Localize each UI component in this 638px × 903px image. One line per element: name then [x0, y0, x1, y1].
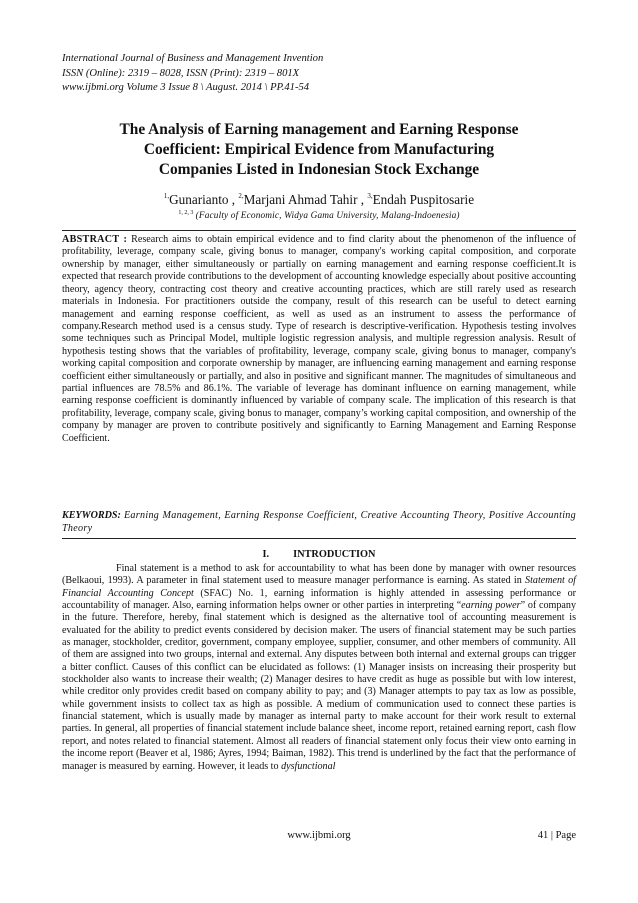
- abstract: [62, 234, 576, 445]
- footer-url[interactable]: www.ijbmi.org: [287, 830, 351, 841]
- intro-italic-earning-power: earning power: [461, 600, 521, 612]
- section-heading-introduction: [62, 549, 576, 561]
- author-2-marker: 2,: [238, 192, 244, 200]
- paper-title: [62, 120, 576, 180]
- intro-italic-dysfunctional: dysfunctional: [281, 760, 336, 772]
- keywords: [62, 510, 576, 535]
- author-3-marker: 3,: [367, 192, 373, 200]
- author-3: Endah Puspitosarie: [372, 192, 475, 207]
- affiliation-text: (Faculty of Economic, Widya Gama University, Malang-Indoenesia): [195, 211, 460, 221]
- abstract-label: ABSTRACT :: [62, 234, 128, 245]
- footer-page-number: 41 | Page: [537, 830, 576, 841]
- author-list: [62, 188, 576, 208]
- journal-volume: www.ijbmi.org Volume 3 Issue 8 \ August. 2014 \ PP.41-54: [62, 82, 310, 94]
- affiliation: [62, 207, 576, 222]
- author-2: Marjani Ahmad Tahir ,: [243, 192, 365, 207]
- keywords-label: KEYWORDS:: [62, 510, 121, 521]
- journal-issn: ISSN (Online): 2319 – 8028, ISSN (Print): 2319 – 801X: [62, 67, 300, 79]
- journal-name: International Journal of Business and Management Invention: [62, 53, 324, 64]
- abstract-top-rule: [62, 230, 576, 231]
- paper-title-line-2: Coefficient: Empirical Evidence from Manufacturing: [143, 141, 495, 158]
- intro-text-1: Final statement is a method to ask for accountability to what has been done by manager with owner resources (Belkaoui, 1993). A parameter in final statement used to measure manager performance is earning. As stated in: [62, 563, 576, 587]
- affiliation-marker: 1, 2, 3: [178, 210, 194, 216]
- section-number: I.: [262, 549, 270, 560]
- introduction-body: [62, 563, 576, 773]
- section-title: INTRODUCTION: [293, 549, 376, 560]
- intro-text-3: ” of company in the future. Therefore, hereby, final statement which is designed as the alternative tool of accounting measurement is evaluated for the ability to predict events considered by decision maker. The users of financial statement may be such parties as manager, stockholder, creditor, government, company employee, supplier, consumer, and other members of community. All of them are assigned into two groups, internal and external. Any disputes between both internal and external groups can trigger a bitter conflict. Causes of this conflict can be elucidated as follows: (1) Manager insists on increasing their prosperity but stockholder also wants to increase their wealth; (2) Manager desires to have credit as huge as possible but with low interest, while creditor only provides credit based on company ability to pay; and (3) Manager attempts to pay tax as low as possible, while government insists to collect tax as high as possible. A medium of communication used to connect these parties is financial statement, which is usually made by manager as internal party to make account for their work result to external parties. In general, all properties of financial statement include balance sheet, income report, retained earning report, cash flow report, and notes related to financial statement. Almost all readers of financial statement only focus their view onto earning in the income report (Beaver et al, 1986; Ayres, 1994; Baiman, 1982). This trend is underlined by the fact that the performance of manager is measured by earning. However, it leads to: [62, 600, 576, 772]
- keywords-bottom-rule: [62, 538, 576, 539]
- author-1: Gunarianto ,: [169, 192, 236, 207]
- intro-text-2: (SFAC) No. 1, earning information is highly attended in assessing performance or accountability of manager. Also, earning information helps owner or other parties in interpreting “: [62, 587, 576, 612]
- intro-italic-sfac: Statement of Financial Accounting Concept: [62, 575, 576, 599]
- paper-title-line-1: The Analysis of Earning management and Earning Response: [119, 121, 519, 138]
- introduction-paragraph: [62, 563, 576, 773]
- author-1-marker: 1,: [163, 192, 170, 200]
- abstract-text: Research aims to obtain empirical evidence and to find clarity about the phenomenon of the influence of profitability, leverage, company scale, giving bonus to manager, company's working capital composition, and corporate ownership by manager, either simultaneously or partially on earning management and earning response coefficient.It is expected that research provide contributions to the development of accounting knowledge especially about positive accounting theory, agency theory, contracting cost theory and creative accounting practices, which are still rarely used as research materials in Indonesia. For practitioners outside the company, result of this research can be useful to detect earning management and earning response coefficient, as well as used as an instrument to assess the performance of company.Research method used is a census study. Type of research is descriptive-verification. Hypothesis testing involves some techniques such as Principal Model, multiple logistic regression analysis, and multiple regression analysis. Result of hypothesis testing shows that the variables of profitability, leverage, company scale, giving bonus to manager, company's working capital composition and corporate ownership by manager, are influencing earning management and earning response coefficient either simultaneously or partially, and also in positive and significant manner. The magnitudes of simultaneous and partial influences are 78.5% and 86.1%. The variable of leverage has dominant influence on earning management, while earning response coefficient is dominantly influenced by variable of company scale. The implication of this research is that profitability, leverage, company scale, giving bonus to manager, company’s working capital composition, and ownership of the company by manager are proven to contribute positively and significantly to Earning Management and Earning Response Coefficient.: [62, 234, 576, 444]
- journal-header: [62, 52, 582, 96]
- paper-title-line-3: Companies Listed in Indonesian Stock Exchange: [158, 161, 480, 178]
- keywords-text: Earning Management, Earning Response Coefficient, Creative Accounting Theory, Positive Accounting Theory: [62, 510, 576, 534]
